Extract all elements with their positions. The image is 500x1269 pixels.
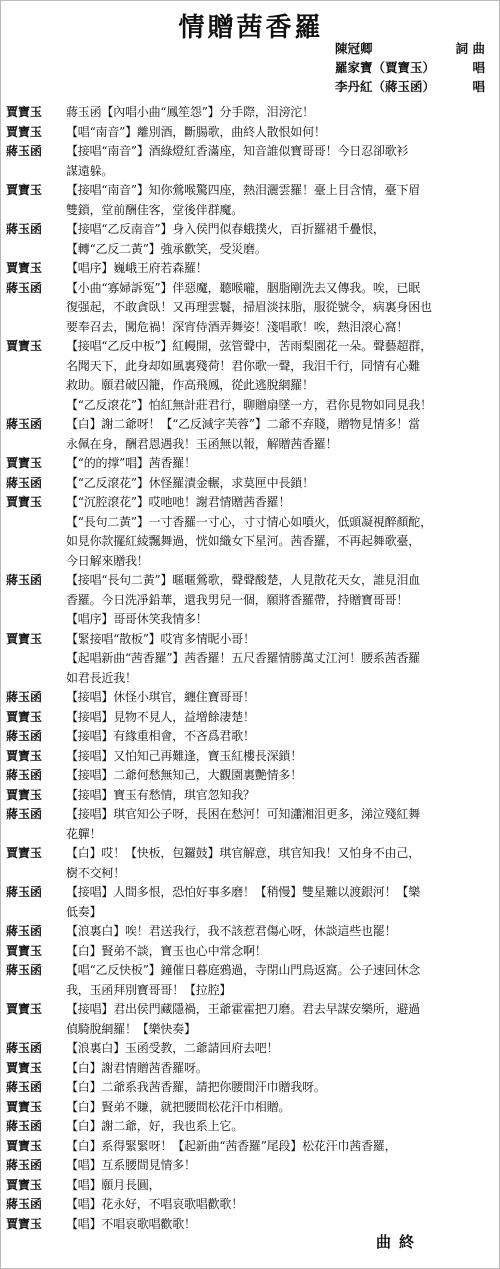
lyric-text: 【接唱】人間多恨，恐怕好事多磨！【稍慢】雙星難以渡銀河！【樂 (66, 885, 421, 899)
credit-role: 唱 (472, 60, 485, 75)
credit-role: 詞 曲 (455, 41, 485, 56)
lyric-text: 【唱序】巍峨王府若森羅！ (66, 261, 208, 275)
lyric-text: 【“乙反滾花”】休怪羅漬金輾，求莫匣中長鎖！ (66, 475, 314, 490)
speaker-name: 蔣玉函 (6, 280, 43, 295)
lyric-text: 【白】謝二爺，好，我也系上它。 (66, 1119, 244, 1133)
lyric-text: 【接唱“長句二黃”】暱暱鶯歌，聲聲酸楚，人見散花天女，誰見泪血 (66, 573, 421, 587)
lyric-text: 【接唱“乙反中板”】紅幔開，弦管聲中，苦雨梨園花一朵。聲藝超群， (66, 339, 432, 353)
speaker-name: 賈寶玉 (6, 124, 43, 139)
speaker-name: 賈寶玉 (6, 1060, 43, 1075)
lyric-text: 樹不交柯！ (66, 865, 126, 880)
lyric-text: 【轉“乙反二黃”】強承歡笑，受災磨。 (66, 241, 267, 256)
speaker-name: 蔣玉函 (6, 963, 43, 977)
speaker-name: 賈寶玉 (6, 1099, 43, 1114)
ending-mark: 曲終 (376, 1233, 423, 1251)
lyric-text: 【緊接唱“散板”】哎宵多情昵小哥！ (66, 631, 255, 646)
lyric-text: 【接唱】君出侯門藏隱禍，王爺霍霍把刀磨。君去早謀安樂所，避過 (66, 1002, 421, 1016)
speaker-name: 賈寶玉 (6, 1177, 43, 1192)
lyric-text: 【白】賢弟不賺，就把腰間松花汗巾相贈。 (66, 1099, 291, 1114)
speaker-name: 蔣玉函 (6, 417, 43, 431)
lyric-text: 偵騎脫網羅！【樂快奏】 (66, 1021, 196, 1036)
lyric-text: 【白】哎！【快板，包鑼鼓】琪官解意，琪官知我！又怕身不由己， (66, 846, 421, 860)
speaker-name: 賈寶玉 (6, 709, 43, 724)
speaker-name: 蔣玉函 (6, 1119, 43, 1133)
lyric-text: 名聞天下，此身却如風裏殘荷！君你歌一聲，我泪千行，同情有心難 (66, 358, 421, 373)
lyric-text: 【接唱“南音”】知你鶯喉驚四座，熱泪灑雲羅！臺上目含情，臺下眉 (66, 183, 421, 197)
lyric-text: 謀遠躲。 (66, 163, 114, 178)
lyric-text: 【接唱】又怕知己再難逢，寶玉紅樓長深鎖！ (66, 748, 303, 763)
lyric-text: 【唱序】哥哥休笑我情多！ (66, 612, 208, 626)
lyric-text: 【唱】互系腰間見情多！ (66, 1158, 196, 1172)
lyric-text: 【唱“南音”】離別酒，斷腸歌，曲終人散恨如何！ (66, 124, 326, 139)
speaker-name: 蔣玉函 (6, 573, 43, 587)
lyric-text: 【接唱“南音”】酒綠燈紅香滿座，知音誰似寶哥哥！今日忍卻歌衫 (66, 144, 409, 158)
lyric-text: 今日解來贈我！ (66, 553, 149, 568)
speaker-name: 蔣玉函 (6, 924, 43, 938)
credits (335, 39, 485, 96)
speaker-name: 蔣玉函 (6, 1158, 43, 1172)
lyric-text: 【白】賢弟不談，寶玉也心中常念啊！ (66, 943, 267, 958)
lyric-text: 【接唱】有緣重相會，不吝爲君歌！ (66, 729, 255, 743)
credit-singer-1 (335, 58, 485, 77)
lyric-text: 【白】謝二爺呀！【“乙反減字芙蓉”】二爺不弃賤，贈物見情多！當 (66, 417, 421, 431)
lyric-text: 【浪裏白】唉！君送我行，我不該惹君傷心呀，休談這些也罷！ (66, 924, 397, 938)
lyric-text: 【唱】願月長圓， (66, 1177, 161, 1192)
lyric-text: 【唱】花永好，不唱哀歌唱歡歌！ (66, 1197, 244, 1211)
page-title: 情贈茜香羅 (178, 13, 324, 43)
lyric-text: 【接唱】二爺何愁無知己，大觀園裏艷情多！ (66, 768, 303, 782)
lyric-text: 【“乙反滾花”】怕紅無計莊君行，聊贈扇墜一方，君你見物如同見我！ (66, 397, 432, 412)
speaker-name: 蔣玉函 (6, 885, 43, 899)
credit-lyricist (335, 39, 485, 58)
lyric-text: 低奏】 (66, 904, 102, 919)
credit-name: 羅家寶（賈寶玉） (335, 60, 436, 75)
lyric-text: 我，玉函拜別寶哥哥！【拉腔】 (66, 982, 232, 997)
credit-name: 李丹紅（蔣玉函） (335, 79, 436, 94)
lyric-text: 【“長句二黃”】一寸香羅一寸心，寸寸情心如噴火，低頭凝視醉顏酡， (66, 514, 432, 529)
speaker-name: 蔣玉函 (6, 807, 43, 821)
speaker-name: 賈寶玉 (6, 1138, 43, 1153)
libretto-line (6, 1213, 496, 1235)
lyric-text: 【“沉腔滾花”】哎吔吔！謝君情贈茜香羅！ (66, 495, 291, 509)
speaker-name: 賈寶玉 (6, 631, 43, 646)
speaker-name: 蔣玉函 (6, 1197, 43, 1211)
lyric-text: 【“的的撑”唱】茜香羅！ (66, 456, 196, 470)
lyric-text: 花軃！ (66, 826, 102, 841)
lyric-text: 【唱】不唱哀歌唱歡歌！ (66, 1216, 196, 1231)
speaker-name: 蔣玉函 (6, 729, 43, 743)
speaker-name: 賈寶玉 (6, 456, 43, 470)
lyric-text: 救助。願君破囚籠，作高飛鳳，從此逃脫網羅！ (66, 378, 314, 392)
lyric-text: 【接唱“乙反南音”】身入侯門似春蛾撲火，百折羅裙千疊恨， (66, 222, 385, 236)
lyric-text: 復强起，不敢貪臥！又再理雲鬟，掃眉淡抹脂，服從號令，病裏身困也 (66, 300, 432, 314)
speaker-name: 賈寶玉 (6, 183, 43, 197)
speaker-name: 賈寶玉 (6, 261, 43, 275)
lyric-text: 【浪裏白】玉函受教，二爺請回府去吧！ (66, 1041, 279, 1055)
lyric-text: 【起唱新曲“茜香羅”】茜香羅！五尺香羅情勝萬丈江河！腰系茜香羅 (66, 651, 421, 665)
speaker-name: 賈寶玉 (6, 748, 43, 763)
speaker-name: 蔣玉函 (6, 768, 43, 782)
speaker-name: 賈寶玉 (6, 339, 43, 353)
lyric-text: 【接唱】見物不見人，益增餘凄楚！ (66, 709, 255, 724)
speaker-name: 蔣玉函 (6, 1080, 43, 1094)
speaker-name: 蔣玉函 (6, 144, 43, 158)
lyric-text: 【小曲“寡婦訴冤”】伴惡魔，聽喉嚨，胭脂剛洗去又傳我。唉，已眠 (66, 280, 421, 295)
lyric-text: 如見你款擺紅綾飄舞過，恍如織女下星河。茜香羅，不再起舞歌臺， (66, 534, 421, 548)
lyric-text: 【接唱】休怪小琪官，纏住寶哥哥！ (66, 690, 255, 704)
speaker-name: 賈寶玉 (6, 787, 43, 802)
credit-name: 陳冠卿 (335, 41, 373, 56)
lyric-text: 永佩在身，酬君恩遇我！玉函無以報，解贈茜香羅！ (66, 436, 338, 451)
lyric-text: 【白】二爺系我茜香羅，請把你腰間汗巾贈我呀。 (66, 1080, 326, 1094)
speaker-name: 賈寶玉 (6, 105, 43, 119)
lyric-text: 要奉召去，闖危禍！深宵侍酒弄舞姿！淺唱歌！唉，熱泪滾心窩！ (66, 319, 409, 334)
speaker-name: 賈寶玉 (6, 1216, 43, 1231)
lyric-text: 香羅。今日洗凈鉛華，還我男兒一個，願將香羅帶，持贈寶哥哥！ (66, 592, 409, 607)
lyric-text: 【白】系得緊緊呀！【起新曲“茜香羅”尾段】松花汗巾茜香羅， (66, 1138, 397, 1153)
credit-singer-2 (335, 77, 485, 96)
speaker-name: 蔣玉函 (6, 222, 43, 236)
speaker-name: 賈寶玉 (6, 943, 43, 958)
lyric-text: 【白】謝君情贈茜香羅呀。 (66, 1060, 208, 1075)
speaker-name: 賈寶玉 (6, 1002, 43, 1016)
lyric-text: 蔣玉函【內唱小曲“鳳笙怨”】分手際，泪滂沱！ (66, 105, 314, 119)
lyric-text: 雙鎖，堂前酬佳客，堂後伴群魔。 (66, 202, 244, 217)
lyric-text: 【唱“乙反快板”】鐘催日暮庭鴉過，寺閉山門鳥返窩。公子速回休念 (66, 963, 421, 977)
speaker-name: 蔣玉函 (6, 1041, 43, 1055)
speaker-name: 賈寶玉 (6, 846, 43, 860)
lyric-text: 【接唱】琪官知公子呀，長困在愁河！可知瀟湘泪更多，涕泣殘紅舞 (66, 807, 421, 821)
lyric-text: 【接唱】寶玉有愁情，琪官忽知我？ (66, 787, 255, 802)
speaker-name: 賈寶玉 (6, 495, 43, 509)
speaker-name: 蔣玉函 (6, 475, 43, 490)
credit-role: 唱 (472, 79, 485, 94)
speaker-name: 蔣玉函 (6, 690, 43, 704)
lyric-text: 如君長近我！ (66, 670, 137, 685)
